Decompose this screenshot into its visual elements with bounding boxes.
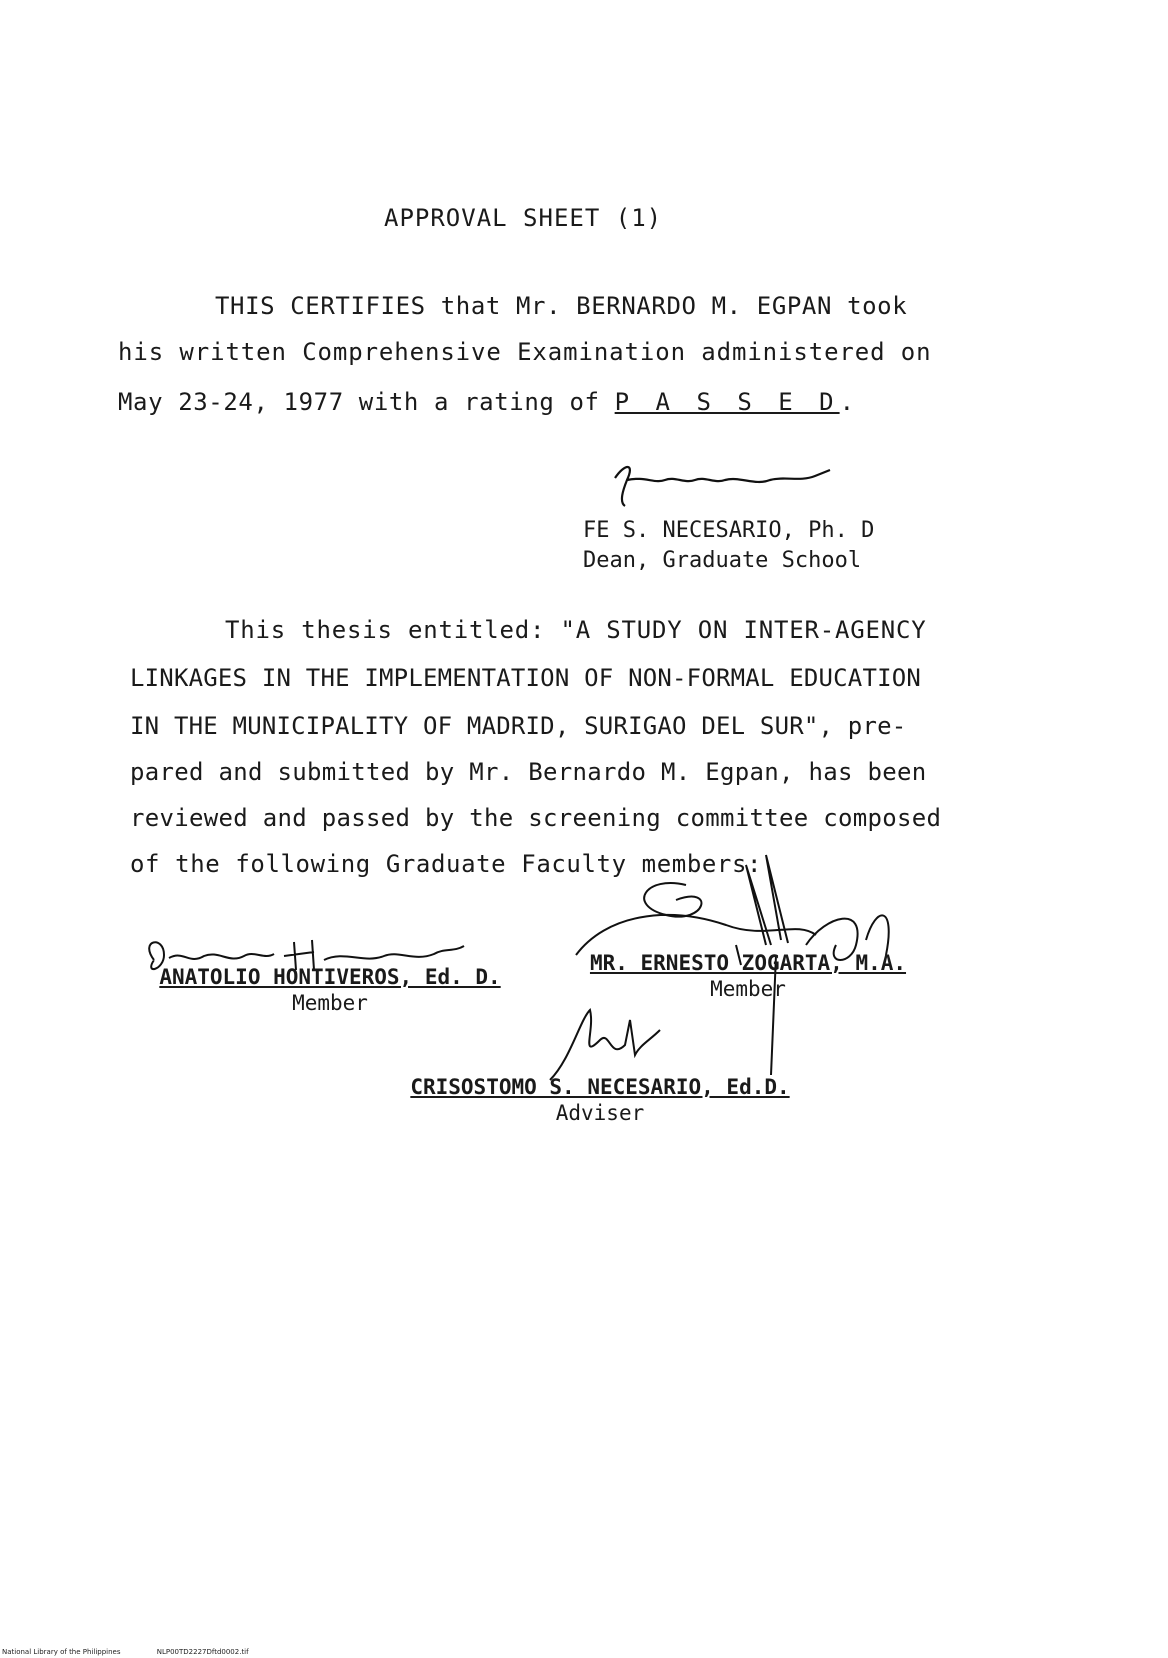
footer-file-id: NLP00TD2227Dftd0002.tif [156,1648,249,1656]
thesis-line-5: reviewed and passed by the screening committee composed [130,804,942,832]
dean-name: FE S. NECESARIO, Ph. D [583,518,875,543]
certification-line-1: THIS CERTIFIES that Mr. BERNARDO M. EGPAN took [215,292,908,320]
thesis-line-6: of the following Graduate Faculty members: [130,850,763,878]
signatory-2-name: MR. ERNESTO ZOGARTA, M.A. [589,951,907,975]
dean-signature [605,458,845,508]
dean-title: Dean, Graduate School [583,548,862,573]
signatory-3-role: Adviser [555,1101,645,1125]
signatory-2 [578,950,918,1002]
footer-library: National Library of the Philippines [2,1648,121,1656]
signatory-2-role: Member [710,977,786,1001]
signatory-1-role: Member [292,991,368,1015]
signatory-3 [390,1074,810,1126]
signatory-1-name: ANATOLIO HONTIVEROS, Ed. D. [159,965,501,989]
thesis-line-1: This thesis entitled: "A STUDY ON INTER-AGENCY [225,616,927,644]
rating-period: . [839,388,855,416]
dean-block [583,516,874,576]
scan-footer [2,1648,283,1656]
signatory-1 [140,964,520,1016]
certification-line-3-text: May 23-24, 1977 with a rating of [118,388,600,416]
thesis-line-3: IN THE MUNICIPALITY OF MADRID, SURIGAO DEL SUR", pre- [130,712,907,740]
thesis-line-4: pared and submitted by Mr. Bernardo M. Egpan, has been [130,758,927,786]
certification-line-3 [118,388,855,416]
signatory-3-name: CRISOSTOMO S. NECESARIO, Ed.D. [410,1075,790,1099]
rating-passed: P A S S E D [614,388,840,416]
certification-line-2: his written Comprehensive Examination administered on [118,338,932,366]
document-title: APPROVAL SHEET (1) [384,204,663,232]
thesis-line-2: LINKAGES IN THE IMPLEMENTATION OF NON-FORMAL EDUCATION [130,664,922,692]
